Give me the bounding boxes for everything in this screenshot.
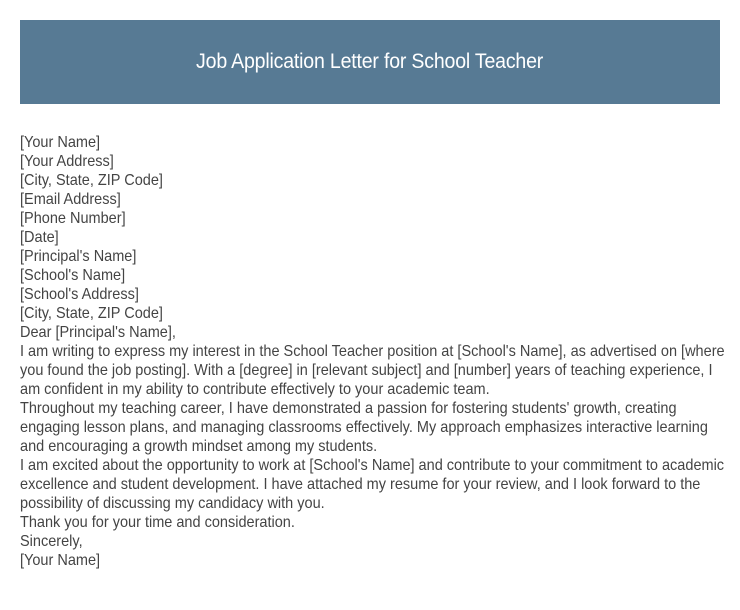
sender-email: [Email Address] <box>20 191 121 208</box>
paragraph-interest: I am excited about the opportunity to work at [School's Name] and contribute to your commitment to academic excellence and student development. I have attached my resume for your review, and I look forward to the possibility of discussing my candidacy with you. <box>20 457 725 512</box>
sender-name: [Your Name] <box>20 134 101 151</box>
page-title: Job Application Letter for School Teacher <box>196 50 544 73</box>
paragraph-thanks: Thank you for your time and consideration. <box>20 514 295 531</box>
recipient-principal-name: [Principal's Name] <box>20 248 137 265</box>
sender-city-state-zip: [City, State, ZIP Code] <box>20 172 163 189</box>
paragraph-experience: Throughout my teaching career, I have demonstrated a passion for fostering students' growth, creating engaging lesson plans, and managing classrooms effectively. My approach emphasizes interactive learning and encouraging a growth mindset among my students. <box>20 400 708 455</box>
signature: [Your Name] <box>20 552 101 569</box>
page-header <box>20 20 720 104</box>
sender-phone: [Phone Number] <box>20 210 126 227</box>
sender-address: [Your Address] <box>20 153 114 170</box>
closing: Sincerely, <box>20 533 83 550</box>
recipient-school-name: [School's Name] <box>20 267 126 284</box>
letter-body <box>20 133 726 570</box>
recipient-school-address: [School's Address] <box>20 286 139 303</box>
salutation: Dear [Principal's Name], <box>20 324 176 341</box>
recipient-city-state-zip: [City, State, ZIP Code] <box>20 305 163 322</box>
paragraph-intro: I am writing to express my interest in the School Teacher position at [School's Name], as advertised on [where you found the job posting]. With a [degree] in [relevant subject] and [number] years of teaching experience, I am confident in my ability to contribute effectively to your academic team. <box>20 343 725 398</box>
letter-date: [Date] <box>20 229 59 246</box>
